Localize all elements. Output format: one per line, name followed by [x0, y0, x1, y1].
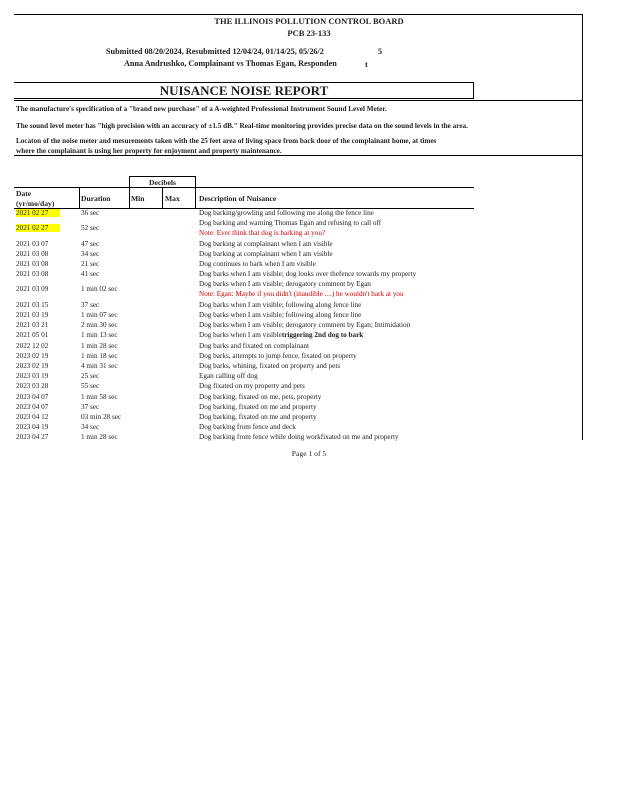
col-date-format: (yr/mo/day)	[16, 199, 55, 208]
description-text: Dog barking at complainant when I am visible	[199, 239, 333, 248]
note-text: Note: Ever think that dog is barking at you?	[199, 229, 326, 238]
description-cell	[199, 331, 363, 339]
description-text: Egan calling off dog	[199, 372, 258, 381]
description-text: Dog barking, fixated on me and property	[199, 413, 317, 421]
description-text: Dog fixated on my property and pets	[199, 382, 305, 391]
submission-dates-tail: 5	[378, 47, 383, 56]
paragraph-location-2: where the complainant is using her property for enjoyment and property maintenance.	[16, 147, 282, 155]
description-cell	[199, 311, 361, 319]
paragraph-precision: The sound level meter has "high precision with an accuracy of ±1.5 dB." Real-time monitoring provides precise data on the sound levels in the area.	[16, 122, 468, 130]
case-number: PCB 23-133	[287, 28, 331, 38]
paragraph-location-1: Locaton of the noise meter and mesurements taken with the 25 feet area of living space from back door of the complainant home, at times	[16, 137, 437, 145]
date-cell: 2023 03 19	[16, 372, 49, 381]
description-text: Dog barks when I am visible; derogatory comment by Egan	[199, 280, 371, 289]
duration-cell: 52 sec	[81, 224, 100, 233]
date-cell: 2021 05 01	[16, 331, 49, 340]
date-cell: 2023 04 07	[16, 402, 49, 411]
duration-cell: 36 sec	[81, 209, 100, 217]
description-text: Dog barks, attempts to jump fence, fixated on property	[199, 351, 357, 360]
parties: Anna Andrushko, Complainant vs Thomas Egan, Responden	[124, 59, 337, 68]
date-cell: 2023 04 07	[16, 392, 49, 401]
date-cell: 2021 02 27	[16, 224, 60, 232]
date-cell: 2022 12 02	[16, 341, 49, 350]
col-separator	[79, 187, 80, 209]
date-cell: 2023 03 28	[16, 382, 49, 391]
description-text: Dog barking, fixated on me and property	[199, 402, 317, 411]
description-cell	[199, 413, 317, 421]
description-text: Dog barking/growling and following me along the fence line	[199, 209, 374, 217]
duration-cell: 34 sec	[81, 423, 100, 432]
date-cell: 2023 04 19	[16, 423, 49, 432]
description-cell	[199, 382, 305, 390]
col-description-header: Description of Nuisance	[199, 194, 277, 203]
duration-cell: 1 min 13 sec	[81, 331, 118, 340]
submission-dates: Submitted 08/20/2024, Resubmitted 12/04/24, 01/14/25, 05/26/2	[106, 47, 324, 56]
decibels-group-header: Decibels	[149, 178, 176, 187]
col-max-header: Max	[165, 194, 180, 203]
date-cell: 2023 02 19	[16, 351, 49, 360]
col-separator	[129, 176, 130, 209]
duration-cell: 21 sec	[81, 260, 100, 268]
col-duration-header: Duration	[81, 194, 111, 203]
date-cell: 2021 03 07	[16, 239, 49, 248]
header-top-line	[14, 187, 474, 188]
duration-cell: 2 min 30 sec	[81, 321, 118, 330]
date-cell: 2021 03 08	[16, 270, 49, 279]
description-text: Dog barks when I am visible; derogatory comment by Egan; Intimidation	[199, 321, 411, 330]
description-cell	[199, 321, 410, 329]
description-cell	[199, 240, 333, 248]
divider	[14, 100, 583, 101]
paragraph-meter: The manufacture's specification of a "brand new purchase" of a A-weighted Professional Instrument Sound Level Meter.	[16, 105, 387, 113]
board-name: THE ILLINOIS POLLUTION CONTROL BOARD	[214, 16, 404, 26]
date-cell: 2021 03 08	[16, 260, 49, 268]
date-cell: 2021 03 08	[16, 249, 49, 258]
duration-cell: 1 min 58 sec	[81, 392, 118, 401]
description-cell	[199, 260, 316, 268]
duration-cell: 4 min 31 sec	[81, 362, 118, 370]
col-min-header: Min	[131, 194, 145, 203]
description-cell	[199, 270, 416, 278]
duration-cell: 1 min 18 sec	[81, 351, 118, 360]
description-cell	[199, 433, 399, 441]
col-date-header: Date	[16, 189, 32, 198]
date-cell: 2021 02 27	[16, 209, 60, 217]
description-text: Dog barking from fence while doing workfixated on me and property	[199, 433, 399, 442]
description-cell	[199, 423, 296, 431]
group-header-line	[129, 176, 195, 177]
duration-cell: 25 sec	[81, 372, 100, 381]
description-emphasis: triggering 2nd dog to bark	[281, 331, 364, 340]
duration-cell: 37 sec	[81, 402, 100, 411]
description-text: Dog continues to bark when I am visible	[199, 260, 316, 268]
date-cell: 2021 03 19	[16, 311, 49, 319]
duration-cell: 1 min 28 sec	[81, 433, 118, 442]
description-text: Dog barks when I am visible; dog looks over thefence towards my property	[199, 270, 417, 279]
date-cell: 2021 03 09	[16, 285, 49, 294]
description-cell	[199, 209, 374, 217]
report-title: NUISANCE NOISE REPORT	[159, 83, 329, 98]
col-separator	[195, 176, 196, 209]
description-text: Dog barks when I am visible; following along fence line	[199, 300, 362, 309]
description-text: Dog barking at complainant when I am visible	[199, 249, 333, 258]
date-cell: 2023 04 27	[16, 433, 49, 442]
description-text: Dog barking from fence and deck	[199, 423, 296, 432]
description-cell	[199, 219, 381, 227]
date-cell: 2023 04 12	[16, 413, 49, 421]
divider	[14, 155, 583, 156]
description-text: Dog barks when I am visible; following along fence line	[199, 311, 362, 319]
duration-cell: 34 sec	[81, 249, 100, 258]
page-number: Page 1 of 5	[291, 449, 327, 458]
description-cell	[199, 352, 357, 360]
description-text: Dog barking and warning Thomas Egan and refusing to call off	[199, 219, 382, 228]
description-text: Dog barks when I am visible	[199, 331, 282, 340]
duration-cell: 55 sec	[81, 382, 100, 391]
duration-cell: 03 min 28 sec	[81, 413, 122, 421]
date-cell: 2021 03 21	[16, 321, 49, 330]
description-cell	[199, 372, 258, 380]
description-text: Dog barks, whining, fixated on property and pets	[199, 362, 341, 370]
note-text: Note: Egan: Maybe if you didn't (inaudible ....) he wouldn't bark at you	[199, 290, 404, 299]
description-cell	[199, 250, 333, 258]
description-cell	[199, 342, 309, 350]
description-cell	[199, 403, 317, 411]
duration-cell: 1 min 07 sec	[81, 311, 118, 319]
description-cell	[199, 362, 340, 370]
description-text: Dog barks and fixated on complainant	[199, 341, 309, 350]
duration-cell: 1 min 02 sec	[81, 285, 118, 294]
description-cell	[199, 301, 361, 309]
duration-cell: 1 min 28 sec	[81, 341, 118, 350]
description-cell	[199, 280, 371, 288]
col-separator	[162, 187, 163, 209]
date-cell: 2021 03 15	[16, 300, 49, 309]
duration-cell: 37 sec	[81, 300, 100, 309]
duration-cell: 47 sec	[81, 239, 100, 248]
description-cell	[199, 393, 321, 401]
duration-cell: 41 sec	[81, 270, 100, 279]
description-text: Dog barking, fixated on me, pets, property	[199, 392, 322, 401]
parties-tail: t	[365, 60, 368, 69]
date-cell: 2023 02 19	[16, 362, 49, 370]
